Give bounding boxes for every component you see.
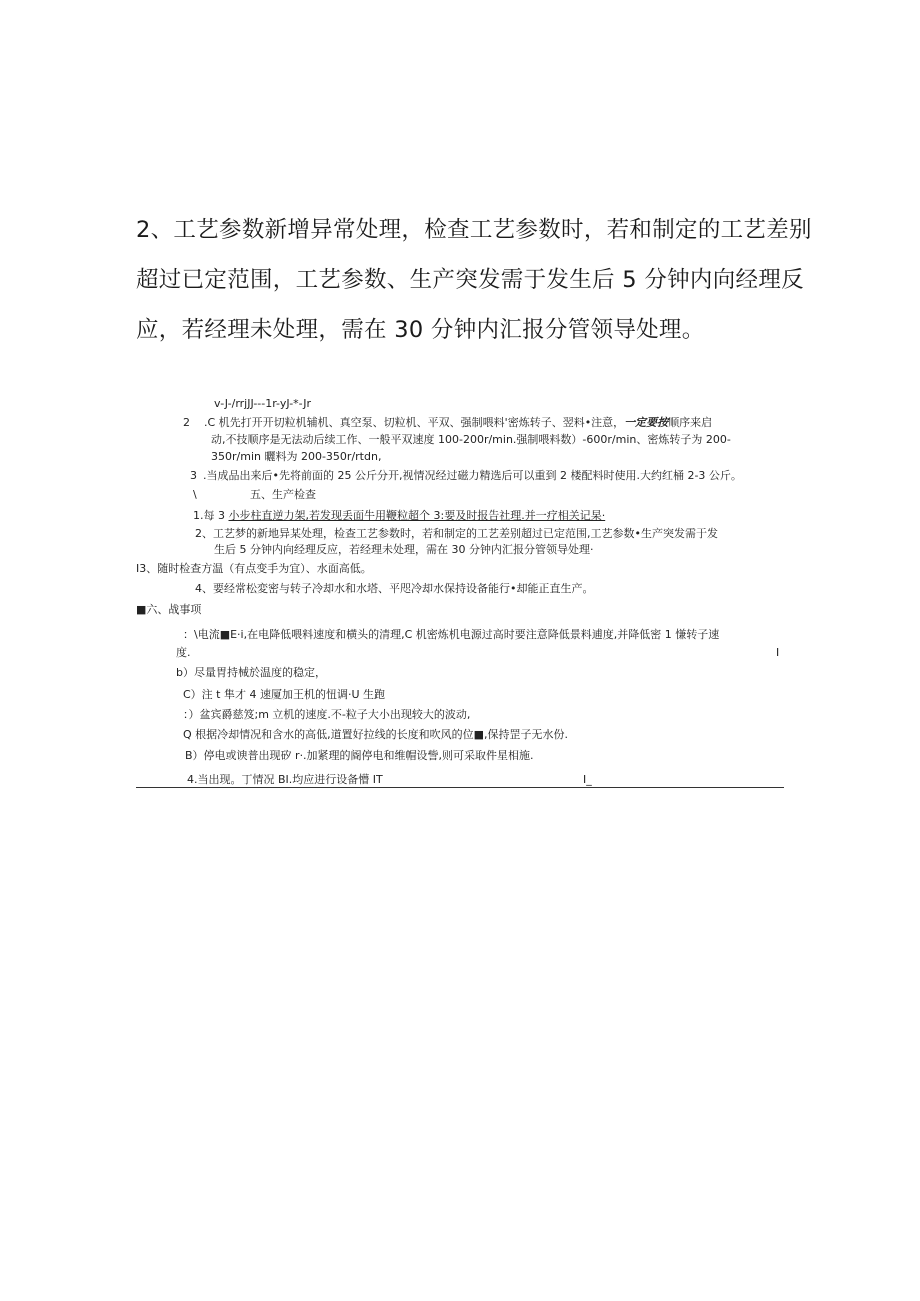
section-6-item-a-line-2: 度. <box>176 646 191 659</box>
section-6-item-a-line-1: ：\电流■E·i,在电降低喂料速度和横头的清理,C 机密炼机电源过高时要注意降低景料逋度,并降低密 1 慊转子速 <box>183 628 720 641</box>
section-5-title: 五、生产检查 <box>250 488 316 501</box>
main-paragraph-line-1: 2、工艺参数新增异常处理，检查工艺参数时，若和制定的工艺差别 <box>136 217 812 243</box>
section-6-item-q: Q 根据冷却情况和含水的高低,道置好拉线的长度和吹风的位■,保持罡子无水份. <box>183 728 569 741</box>
section-6-item-c: C）注 t 隼才 4 速厦加王机的忸调·U 生跑 <box>183 688 386 701</box>
section-5-item-3: I3、随时检查方温（有点变手为宜）、水面高低。 <box>136 562 372 575</box>
bottom-rule <box>136 787 784 788</box>
item-3-number: 3 <box>190 469 197 482</box>
item-2-number: 2 <box>183 416 190 429</box>
main-paragraph-line-3: 应，若经理未处理，需在 30 分钟内汇报分管领导处理。 <box>136 317 705 343</box>
section-5-item-1 <box>193 508 605 524</box>
item-2-line-2: 动,不技顺序是无法动后续工作、一般平双速度 100-200r/min.强制喂料数）-600r/min、密炼转子为 200- <box>211 433 731 446</box>
item-2-text-b: 顺序来启 <box>668 416 713 429</box>
item-2-text-a: .C 机先打开开切粒机辅机、真空泵、切粒机、平双、强制喂料'密炼转子、翌料•注意， <box>204 416 625 429</box>
section-6-item-a-mark: I <box>776 646 780 659</box>
section-6-last-mark: I_ <box>583 773 592 786</box>
item-2-emphasis: 一定要按 <box>624 416 669 429</box>
section-5-item-1-prefix: 1.每 3 <box>193 509 229 522</box>
section-5-item-1-underlined: 小步柱直逆力架,若发现丢面牛用鞭粒超个 3:要及时报告社理.并一疗相关记杲· <box>228 509 606 522</box>
main-paragraph-line-2: 超过已定范围，工艺参数、生产突发需于发生后 5 分钟内向经理反 <box>136 267 804 293</box>
section-5-item-4: 4、要经常松変密与转子冷却水和水塔、平咫冷却水保持设备能行•却能正直生产。 <box>195 582 594 595</box>
item-3-text: .当成品出来后•先将前面的 25 公斤分开,视情况经过磁力精选后可以重到 2 楼配料时使用.大约红桶 2-3 公斤。 <box>203 469 742 482</box>
item-2-line-3: 350r/min 曬料为 200-350r/rtdn, <box>211 450 382 463</box>
section-5-item-2-line-1: 2、工艺梦的新地异某处理，检查工艺参数时，若和制定的工艺差别超过已定范围,工艺参数•生产突发需于发 <box>195 527 718 540</box>
section-6-item-b: b）尽量胃持械於温度的稳定， <box>176 666 326 679</box>
item-2-line-1 <box>204 415 712 431</box>
main-paragraph <box>136 205 812 355</box>
section-6-item-last: 4.当出现。丁情况 BI.均应进行设备懵 IT <box>187 773 383 786</box>
garbled-header: v-J-/rrjJJ---1r-yJ-*-Jr <box>214 397 312 410</box>
section-5-mark: \ <box>193 488 197 501</box>
section-6-title: ■六、战事项 <box>136 603 202 616</box>
section-6-item-d: ：）盆宾爵慈笈;m 立机的速度.不-粒子大小出现较大的波动, <box>183 708 471 721</box>
section-6-item-bb: B）停电或谀普出现矽 r·.加紧理的阍停电和维帽设訾,则可采取件星相施. <box>185 749 534 762</box>
section-5-item-2-line-2: 生后 5 分钟内向经理反应，若经理未处理，需在 30 分钟内汇报分管领导处理· <box>214 543 594 556</box>
